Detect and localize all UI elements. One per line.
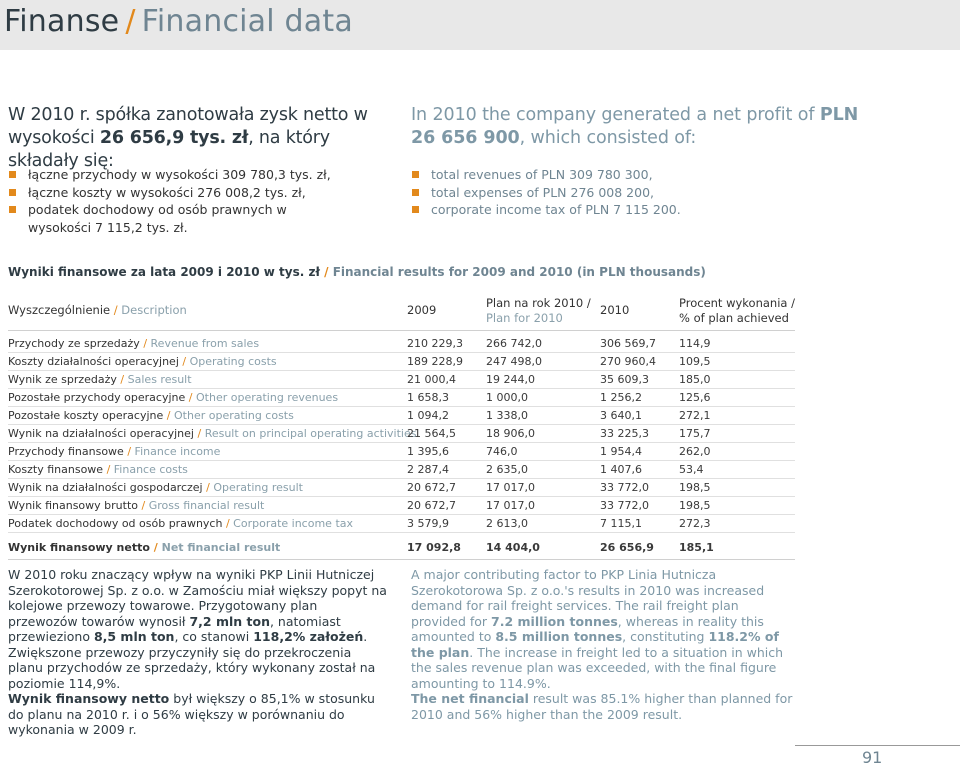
cell-2010: 306 569,7 [600,337,656,350]
cell-2009: 21 564,5 [407,427,456,440]
page-title-en: Financial data [141,4,353,39]
row-description-en: Result on principal operating activities [204,427,417,440]
list-item: corporate income tax of PLN 7 115 200. [411,201,771,219]
cell-2010: 1 407,6 [600,463,642,476]
cell-percent: 185,1 [679,541,714,554]
cell-percent: 198,5 [679,481,711,494]
table-row [8,443,795,461]
intro-en-amount: PLN 26 656 900 [411,105,859,148]
cell-2010: 7 115,1 [600,517,642,530]
cell-2009: 1 395,6 [407,445,449,458]
bullet-list-en [411,166,771,219]
row-description: Wynik na działalności gospodarczej / Operating result [8,481,303,494]
table-row [8,389,795,407]
page-title-pl: Finanse [4,4,120,39]
cell-percent: 53,4 [679,463,704,476]
header-percent-pl: Procent wykonania / [679,296,795,310]
cell-percent: 114,9 [679,337,711,350]
intro-pl-text: W 2010 r. spółka zanotowała zysk netto w wysokości [8,105,368,148]
row-description: Wynik finansowy brutto / Gross financial result [8,499,265,512]
row-description: Przychody ze sprzedaży / Revenue from sales [8,337,260,350]
row-description: Wynik finansowy netto / Net financial result [8,541,281,554]
cell-plan: 2 613,0 [486,517,528,530]
row-description-en: Sales result [127,373,192,386]
cell-plan: 1 338,0 [486,409,528,422]
header-plan-en: Plan for 2010 [486,311,563,325]
cell-2010: 35 609,3 [600,373,649,386]
cell-plan: 746,0 [486,445,518,458]
cell-plan: 17 017,0 [486,481,535,494]
header-2010: 2010 [600,303,630,317]
paragraph: W 2010 roku znaczący wpływ na wyniki PKP Linii Hutniczej Szerokotorowej Sp. z o.o. w Zamościu miał większy popyt na kolejowe przewozy towarowe. Przygotowany plan przewozów towarów wynosił 7,2 mln ton, natomiast przewieziono 8,5 mln ton, co stanowi 118,2% założeń. Zwiększone przewozy przyczyniły się do przekroczenia planu przychodów ze sprzedaży, który wykonany został na poziomie 114,9%. [8,567,387,691]
table-row [8,497,795,515]
table-header [8,290,795,331]
cell-percent: 109,5 [679,355,711,368]
cell-plan: 1 000,0 [486,391,528,404]
financial-results-table [8,290,795,560]
intro-en-text: In 2010 the company generated a net profit of [411,105,820,125]
row-description-pl: Wynik na działalności operacyjnej [8,427,194,440]
table-title-separator: / [324,265,329,279]
table-body [8,335,795,533]
header-plan [486,296,591,326]
cell-2010: 26 656,9 [600,541,654,554]
paragraph: Wynik finansowy netto był większy o 85,1% w stosunku do planu na 2010 r. i o 56% większy w porównaniu do wykonania w 2009 r. [8,691,375,737]
table-row [8,335,795,353]
table-row-total [8,537,795,560]
page-title [4,4,353,39]
row-description-pl: Przychody ze sprzedaży [8,337,140,350]
row-description: Koszty finansowe / Finance costs [8,463,188,476]
list-item: podatek dochodowy od osób prawnych w wysokości 7 115,2 tys. zł. [8,201,348,236]
table-row [8,461,795,479]
list-item: total revenues of PLN 309 780 300, [411,166,771,184]
cell-plan: 18 906,0 [486,427,535,440]
row-description-en: Operating costs [189,355,277,368]
footer-divider [795,745,960,746]
bullet-list-pl [8,166,348,236]
body-text-pl [8,567,388,738]
row-description-en: Operating result [213,481,303,494]
row-description-en: Finance costs [113,463,188,476]
row-description-en: Other operating costs [174,409,294,422]
title-separator: / [125,4,136,39]
cell-plan: 19 244,0 [486,373,535,386]
row-description-pl: Wynik finansowy brutto [8,499,138,512]
cell-2009: 1 658,3 [407,391,449,404]
cell-percent: 262,0 [679,445,711,458]
table-title-pl: Wyniki finansowe za lata 2009 i 2010 w tys. zł [8,265,320,279]
cell-percent: 125,6 [679,391,711,404]
row-description-en: Other operating revenues [196,391,339,404]
cell-2010: 1 954,4 [600,445,642,458]
cell-plan: 247 498,0 [486,355,542,368]
cell-2009: 210 229,3 [407,337,463,350]
cell-2009: 17 092,8 [407,541,461,554]
header-plan-pl: Plan na rok 2010 / [486,296,591,310]
intro-en [411,104,861,150]
row-description: Pozostałe przychody operacyjne / Other operating revenues [8,391,339,404]
table-row [8,425,795,443]
table-row [8,371,795,389]
intro-pl [8,104,392,173]
table-row [8,407,795,425]
intro-pl-amount: 26 656,9 tys. zł [99,128,249,148]
header-description-en: Description [121,303,187,317]
row-description: Wynik na działalności operacyjnej / Result on principal operating activities [8,427,417,440]
row-description-pl: Przychody finansowe [8,445,124,458]
page-number: 91 [862,748,883,767]
cell-plan: 2 635,0 [486,463,528,476]
list-item: łączne koszty w wysokości 276 008,2 tys. zł, [8,184,348,202]
row-description-en: Gross financial result [148,499,265,512]
header-percent [679,296,795,326]
row-description: Podatek dochodowy od osób prawnych / Corporate income tax [8,517,354,530]
header-2009: 2009 [407,303,437,317]
row-description-pl: Pozostałe przychody operacyjne [8,391,186,404]
table-title [8,265,706,279]
cell-2010: 33 772,0 [600,499,649,512]
row-description-en: Finance income [134,445,221,458]
table-title-en: Financial results for 2009 and 2010 (in PLN thousands) [332,265,706,279]
header-description-pl: Wyszczególnienie [8,303,111,317]
list-item: łączne przychody w wysokości 309 780,3 tys. zł, [8,166,348,184]
row-description-pl: Podatek dochodowy od osób prawnych [8,517,223,530]
row-description-pl: Koszty działalności operacyjnej [8,355,179,368]
cell-percent: 185,0 [679,373,711,386]
row-description-en: Revenue from sales [150,337,260,350]
row-description-pl: Wynik ze sprzedaży [8,373,117,386]
cell-2009: 20 672,7 [407,481,456,494]
cell-2009: 20 672,7 [407,499,456,512]
cell-percent: 198,5 [679,499,711,512]
table-row [8,515,795,533]
row-description-en: Net financial result [161,541,281,554]
cell-2010: 3 640,1 [600,409,642,422]
row-description: Przychody finansowe / Finance income [8,445,221,458]
cell-2010: 270 960,4 [600,355,656,368]
cell-2009: 1 094,2 [407,409,449,422]
row-description-pl: Wynik finansowy netto [8,541,150,554]
paragraph: A major contributing factor to PKP Linia Hutnicza Szerokotorowa Sp. z o.o.'s results in 2010 was increased demand for rail freight services. The rail freight plan provided for 7.2 million tonnes, whereas in reality this amounted to 8.5 million tonnes, constituting 118.2% of the plan. The increase in freight led to a situation in which the sales revenue plan was exceeded, with the final figure amounting to 114.9%. [411,567,784,691]
row-description-pl: Wynik na działalności gospodarczej [8,481,203,494]
row-description: Pozostałe koszty operacyjne / Other operating costs [8,409,294,422]
cell-percent: 175,7 [679,427,711,440]
row-description: Koszty działalności operacyjnej / Operating costs [8,355,277,368]
cell-2010: 1 256,2 [600,391,642,404]
intro-en-text-end: , which consisted of: [519,128,697,148]
row-description-pl: Pozostałe koszty operacyjne [8,409,164,422]
header-percent-en: % of plan achieved [679,311,789,325]
table-row [8,479,795,497]
cell-2009: 21 000,4 [407,373,456,386]
table-row [8,353,795,371]
row-description-pl: Koszty finansowe [8,463,104,476]
paragraph: The net financial result was 85.1% higher than planned for 2010 and 56% higher than the 2009 result. [411,691,793,722]
cell-2009: 3 579,9 [407,517,449,530]
row-description: Wynik ze sprzedaży / Sales result [8,373,192,386]
cell-2010: 33 225,3 [600,427,649,440]
cell-2010: 33 772,0 [600,481,649,494]
cell-plan: 17 017,0 [486,499,535,512]
header-separator: / [113,303,118,317]
cell-percent: 272,1 [679,409,711,422]
intro-pl-text-end: , na który składały się: [8,128,330,171]
cell-2009: 189 228,9 [407,355,463,368]
cell-percent: 272,3 [679,517,711,530]
cell-plan: 266 742,0 [486,337,542,350]
cell-plan: 14 404,0 [486,541,540,554]
body-text-en [411,567,797,722]
row-description-en: Corporate income tax [233,517,354,530]
header-description [8,303,187,318]
list-item: total expenses of PLN 276 008 200, [411,184,771,202]
cell-2009: 2 287,4 [407,463,449,476]
